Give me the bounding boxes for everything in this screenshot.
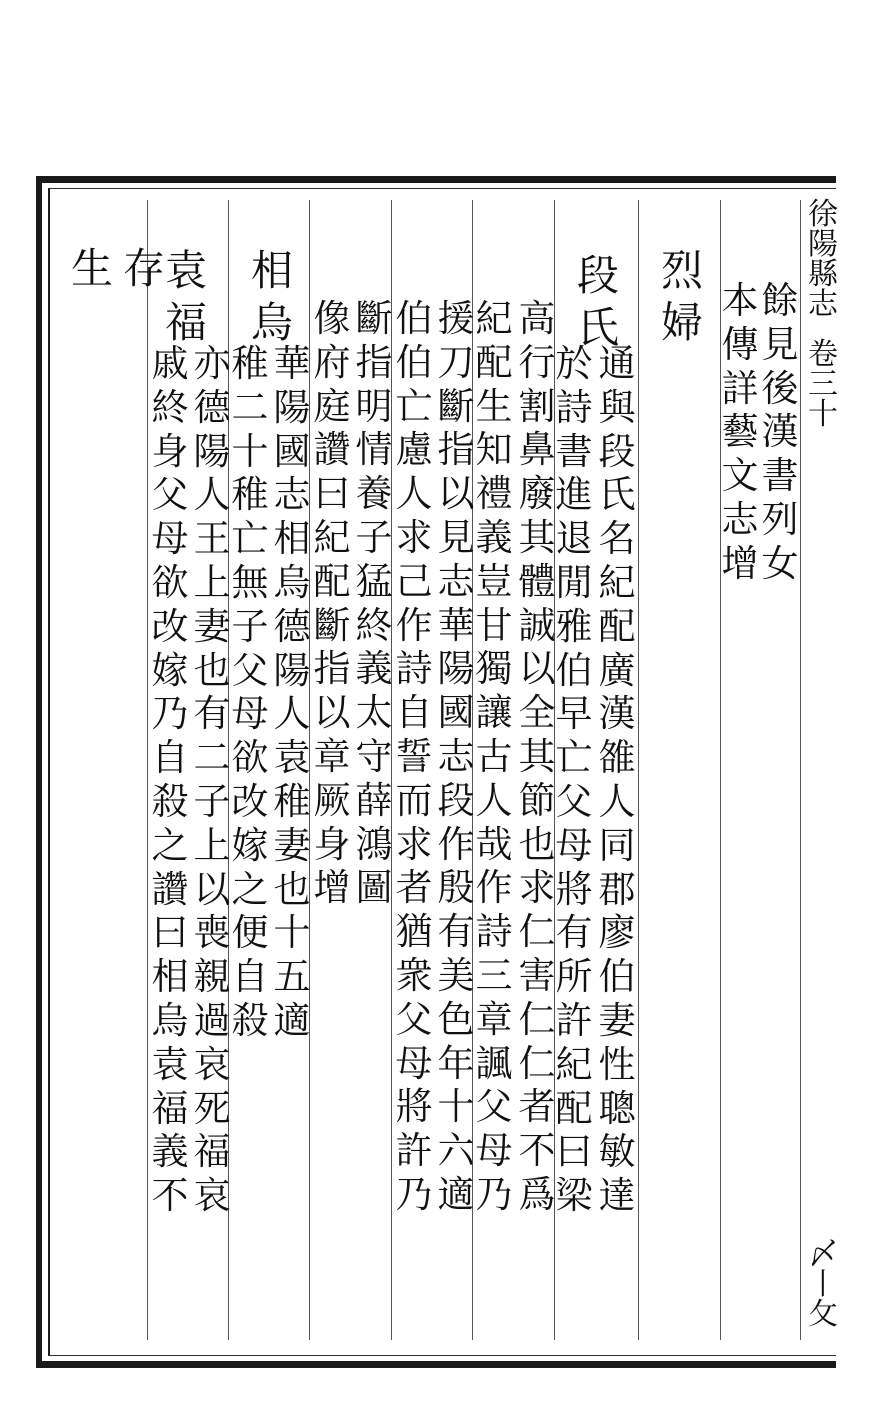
glyph: 像 <box>313 297 351 340</box>
glyph: 爲 <box>518 1172 556 1216</box>
glyph: 欲 <box>151 560 189 604</box>
glyph: 援 <box>437 297 475 340</box>
glyph: 便 <box>231 911 269 955</box>
glyph: 情 <box>355 428 393 472</box>
glyph: 章 <box>313 734 351 778</box>
glyph: 同 <box>598 823 636 867</box>
glyph: 妻 <box>598 998 636 1042</box>
glyph: 福 <box>164 298 207 347</box>
glyph: 烏 <box>250 298 293 347</box>
glyph: 太 <box>355 691 393 735</box>
glyph: 禮 <box>475 472 513 516</box>
glyph: 諷 <box>475 1041 513 1085</box>
glyph: 甘 <box>475 603 513 647</box>
glyph: 誠 <box>518 603 556 647</box>
glyph: 敏 <box>598 1130 636 1174</box>
glyph: 曰 <box>151 911 189 955</box>
glyph: 詳 <box>721 366 759 410</box>
glyph: 喪 <box>193 911 231 955</box>
glyph: 女 <box>761 541 799 585</box>
glyph: 讚 <box>313 428 351 472</box>
glyph: 高 <box>518 297 556 340</box>
glyph: 紀 <box>598 560 636 604</box>
glyph: 廢 <box>518 472 556 516</box>
glyph: 文 <box>721 454 759 498</box>
glyph: 府 <box>313 340 351 384</box>
glyph: 義 <box>475 515 513 559</box>
glyph: 相 <box>250 246 293 295</box>
glyph: 稚 <box>273 779 311 823</box>
glyph: 養 <box>355 472 393 516</box>
glyph: 伯 <box>598 955 636 999</box>
glyph: 〆 <box>808 1237 838 1272</box>
glyph: 明 <box>355 384 393 428</box>
glyph: 紀 <box>475 297 513 340</box>
glyph: 縣 <box>808 257 838 292</box>
glyph: 體 <box>518 559 556 603</box>
glyph: 慮 <box>395 428 433 472</box>
glyph: 不 <box>151 1174 189 1218</box>
glyph: 丨 <box>808 1267 838 1302</box>
glyph: 年 <box>437 1041 475 1085</box>
glyph: 雒 <box>598 736 636 780</box>
glyph: 上 <box>193 560 231 604</box>
glyph: 終 <box>355 603 393 647</box>
glyph: 聰 <box>598 1086 636 1130</box>
glyph: 曰 <box>555 1130 593 1174</box>
glyph: 早 <box>555 692 593 736</box>
glyph: 也 <box>193 648 231 692</box>
glyph: 廖 <box>598 911 636 955</box>
glyph: 父 <box>555 779 593 823</box>
glyph: 人 <box>273 692 311 736</box>
glyph: 者 <box>395 866 433 910</box>
glyph: 詩 <box>395 647 433 691</box>
glyph: 烏 <box>151 998 189 1042</box>
glyph: 割 <box>518 384 556 428</box>
glyph: 曰 <box>313 472 351 516</box>
glyph: 仁 <box>518 997 556 1041</box>
glyph: 性 <box>598 1042 636 1086</box>
glyph: 殺 <box>231 998 269 1042</box>
glyph: 所 <box>555 955 593 999</box>
glyph: 配 <box>555 1086 593 1130</box>
glyph: 見 <box>437 515 475 559</box>
glyph: 藝 <box>721 410 759 454</box>
glyph: 攵 <box>808 1297 838 1332</box>
glyph: 退 <box>555 517 593 561</box>
text-line <box>595 342 639 1221</box>
glyph: 行 <box>518 340 556 384</box>
glyph: 父 <box>151 473 189 517</box>
glyph: 生 <box>70 244 113 293</box>
glyph: 妻 <box>273 823 311 867</box>
glyph: 鼻 <box>518 428 556 472</box>
glyph: 進 <box>555 473 593 517</box>
glyph: 亡 <box>555 736 593 780</box>
glyph: 猶 <box>395 910 433 954</box>
glyph: 稚 <box>231 342 269 385</box>
glyph: 庭 <box>313 384 351 428</box>
glyph: 作 <box>437 822 475 866</box>
glyph: 陽 <box>273 648 311 692</box>
glyph: 華 <box>437 603 475 647</box>
glyph: 以 <box>518 647 556 691</box>
glyph: 亡 <box>395 384 433 428</box>
glyph: 列 <box>761 497 799 541</box>
glyph: 餘 <box>761 279 799 322</box>
glyph: 身 <box>151 429 189 473</box>
glyph: 德 <box>273 604 311 648</box>
entry-heading <box>246 246 298 354</box>
glyph: 殺 <box>151 779 189 823</box>
glyph: 哀 <box>193 1174 231 1218</box>
glyph: 人 <box>395 472 433 516</box>
glyph: 人 <box>193 473 231 517</box>
glyph: 相 <box>273 517 311 561</box>
glyph: 死 <box>193 1086 231 1130</box>
glyph: 嫁 <box>151 648 189 692</box>
glyph: 書 <box>761 454 799 498</box>
glyph: 陽 <box>808 227 838 262</box>
glyph: 志 <box>808 287 838 322</box>
glyph: 亦 <box>193 342 231 385</box>
glyph: 有 <box>193 692 231 736</box>
glyph: 王 <box>193 517 231 561</box>
text-line <box>118 244 170 300</box>
glyph: 欲 <box>231 736 269 780</box>
glyph: 子 <box>193 779 231 823</box>
glyph: 之 <box>231 867 269 911</box>
text-line <box>352 297 396 913</box>
glyph: 義 <box>151 1130 189 1174</box>
glyph: 全 <box>518 691 556 735</box>
glyph: 斷 <box>355 297 393 340</box>
glyph: 段 <box>598 429 636 473</box>
glyph: 徐 <box>808 197 838 232</box>
margin-page-text <box>808 1237 838 1332</box>
glyph: 存 <box>122 244 165 293</box>
glyph: 之 <box>151 823 189 867</box>
glyph: 陽 <box>273 385 311 429</box>
glyph: 知 <box>475 428 513 472</box>
glyph: 十 <box>273 911 311 955</box>
glyph: 與 <box>598 385 636 429</box>
glyph: 志 <box>721 497 759 541</box>
glyph: 紀 <box>555 1042 593 1086</box>
glyph: 戚 <box>151 342 189 385</box>
glyph: 薛 <box>355 778 393 822</box>
glyph: 美 <box>437 953 475 997</box>
glyph: 乃 <box>475 1172 513 1216</box>
glyph: 陽 <box>193 429 231 473</box>
glyph: 詩 <box>555 385 593 429</box>
text-line <box>392 297 436 1220</box>
glyph: 改 <box>231 779 269 823</box>
glyph: 袁 <box>273 736 311 780</box>
glyph: 改 <box>151 604 189 648</box>
text-line <box>66 244 118 300</box>
glyph: 色 <box>437 997 475 1041</box>
glyph: 適 <box>273 998 311 1042</box>
glyph: 氏 <box>598 473 636 517</box>
glyph: 配 <box>598 604 636 648</box>
glyph: 烈 <box>660 246 703 295</box>
glyph: 斷 <box>437 384 475 428</box>
glyph: 指 <box>437 428 475 472</box>
margin-volume-text <box>808 337 838 432</box>
text-line <box>310 297 354 913</box>
glyph: 生 <box>475 384 513 428</box>
glyph: 終 <box>151 385 189 429</box>
glyph: 增 <box>721 541 759 585</box>
glyph: 將 <box>395 1085 433 1129</box>
glyph: 段 <box>437 778 475 822</box>
glyph: 紀 <box>313 515 351 559</box>
glyph: 將 <box>555 867 593 911</box>
glyph: 伯 <box>395 297 433 340</box>
glyph: 人 <box>598 779 636 823</box>
glyph: 志 <box>437 734 475 778</box>
glyph: 者 <box>518 1085 556 1129</box>
glyph: 本 <box>721 279 759 322</box>
glyph: 母 <box>231 692 269 736</box>
glyph: 詩 <box>475 910 513 954</box>
glyph: 母 <box>555 823 593 867</box>
glyph: 卷 <box>808 337 838 372</box>
glyph: 讓 <box>475 691 513 735</box>
glyph: 仁 <box>518 1041 556 1085</box>
text-line <box>148 342 192 1221</box>
glyph: 漢 <box>761 410 799 454</box>
glyph: 二 <box>193 736 231 780</box>
glyph: 其 <box>518 515 556 559</box>
text-line <box>434 297 478 1220</box>
glyph: 福 <box>193 1130 231 1174</box>
margin-title-text <box>808 197 838 322</box>
text-line <box>758 279 802 589</box>
glyph: 有 <box>437 910 475 954</box>
glyph: 求 <box>518 866 556 910</box>
glyph: 書 <box>555 429 593 473</box>
glyph: 義 <box>355 647 393 691</box>
glyph: 也 <box>518 822 556 866</box>
glyph: 後 <box>761 366 799 410</box>
glyph: 十 <box>437 1085 475 1129</box>
glyph: 十 <box>231 429 269 473</box>
glyph: 父 <box>475 1085 513 1129</box>
glyph: 上 <box>193 823 231 867</box>
glyph: 婦 <box>660 298 703 347</box>
glyph: 乃 <box>151 692 189 736</box>
glyph: 有 <box>555 911 593 955</box>
text-line <box>472 297 516 1220</box>
glyph: 妻 <box>193 604 231 648</box>
glyph: 嫁 <box>231 823 269 867</box>
glyph: 以 <box>437 472 475 516</box>
text-line <box>190 342 234 1221</box>
glyph: 作 <box>475 866 513 910</box>
text-line <box>718 279 762 589</box>
glyph: 袁 <box>151 1042 189 1086</box>
glyph: 袁 <box>164 246 207 295</box>
glyph: 氏 <box>576 303 619 352</box>
text-line <box>270 342 314 1046</box>
glyph: 殷 <box>437 866 475 910</box>
glyph: 六 <box>437 1129 475 1173</box>
glyph: 衆 <box>395 953 433 997</box>
entry-heading <box>656 246 708 354</box>
glyph: 名 <box>598 517 636 561</box>
glyph: 無 <box>231 560 269 604</box>
glyph: 見 <box>761 322 799 366</box>
glyph: 仁 <box>518 910 556 954</box>
glyph: 父 <box>395 997 433 1041</box>
glyph: 過 <box>193 998 231 1042</box>
glyph: 德 <box>193 385 231 429</box>
glyph: 節 <box>518 778 556 822</box>
margin-page-number <box>808 1237 838 1332</box>
glyph: 自 <box>151 736 189 780</box>
glyph: 許 <box>555 998 593 1042</box>
glyph: 哉 <box>475 822 513 866</box>
glyph: 猛 <box>355 559 393 603</box>
glyph: 以 <box>313 691 351 735</box>
glyph: 人 <box>475 778 513 822</box>
glyph: 於 <box>555 342 593 385</box>
glyph: 二 <box>231 385 269 429</box>
glyph: 閒 <box>555 560 593 604</box>
glyph: 己 <box>395 559 433 603</box>
glyph: 母 <box>475 1129 513 1173</box>
glyph: 豈 <box>475 559 513 603</box>
glyph: 誓 <box>395 734 433 778</box>
glyph: 通 <box>598 342 636 385</box>
glyph: 作 <box>395 603 433 647</box>
glyph: 傳 <box>721 322 759 366</box>
glyph: 身 <box>313 822 351 866</box>
glyph: 段 <box>576 251 619 300</box>
glyph: 求 <box>395 515 433 559</box>
glyph: 陽 <box>437 647 475 691</box>
glyph: 國 <box>273 429 311 473</box>
glyph: 其 <box>518 734 556 778</box>
glyph: 三 <box>475 953 513 997</box>
glyph: 也 <box>273 867 311 911</box>
glyph: 雅 <box>555 604 593 648</box>
glyph: 志 <box>437 559 475 603</box>
glyph: 圖 <box>355 866 393 910</box>
glyph: 乃 <box>395 1172 433 1216</box>
glyph: 伯 <box>395 340 433 384</box>
glyph: 十 <box>808 397 838 432</box>
glyph: 古 <box>475 734 513 778</box>
glyph: 不 <box>518 1129 556 1173</box>
glyph: 子 <box>355 515 393 559</box>
glyph: 福 <box>151 1086 189 1130</box>
glyph: 刀 <box>437 340 475 384</box>
glyph: 配 <box>313 559 351 603</box>
glyph: 三 <box>808 367 838 402</box>
glyph: 守 <box>355 734 393 778</box>
glyph: 適 <box>437 1172 475 1216</box>
glyph: 烏 <box>273 560 311 604</box>
glyph: 讚 <box>151 867 189 911</box>
glyph: 子 <box>231 604 269 648</box>
glyph: 國 <box>437 691 475 735</box>
glyph: 而 <box>395 778 433 822</box>
glyph: 父 <box>231 648 269 692</box>
glyph: 指 <box>313 647 351 691</box>
glyph: 相 <box>151 955 189 999</box>
glyph: 梁 <box>555 1174 593 1218</box>
glyph: 求 <box>395 822 433 866</box>
glyph: 指 <box>355 340 393 384</box>
glyph: 增 <box>313 866 351 910</box>
glyph: 許 <box>395 1129 433 1173</box>
glyph: 母 <box>151 517 189 561</box>
text-line <box>515 297 559 1220</box>
glyph: 鴻 <box>355 822 393 866</box>
glyph: 達 <box>598 1174 636 1218</box>
glyph: 害 <box>518 953 556 997</box>
glyph: 郡 <box>598 867 636 911</box>
glyph: 章 <box>475 997 513 1041</box>
glyph: 配 <box>475 340 513 384</box>
glyph: 斷 <box>313 603 351 647</box>
glyph: 廣 <box>598 648 636 692</box>
glyph: 親 <box>193 955 231 999</box>
glyph: 華 <box>273 342 311 385</box>
glyph: 五 <box>273 955 311 999</box>
glyph: 伯 <box>555 648 593 692</box>
glyph: 母 <box>395 1041 433 1085</box>
glyph: 哀 <box>193 1042 231 1086</box>
glyph: 稚 <box>231 473 269 517</box>
glyph: 厥 <box>313 778 351 822</box>
glyph: 志 <box>273 473 311 517</box>
margin-title <box>808 197 838 432</box>
glyph: 獨 <box>475 647 513 691</box>
glyph: 自 <box>395 691 433 735</box>
text-line <box>228 342 272 1046</box>
glyph: 自 <box>231 955 269 999</box>
glyph: 以 <box>193 867 231 911</box>
glyph: 漢 <box>598 692 636 736</box>
glyph: 亡 <box>231 517 269 561</box>
